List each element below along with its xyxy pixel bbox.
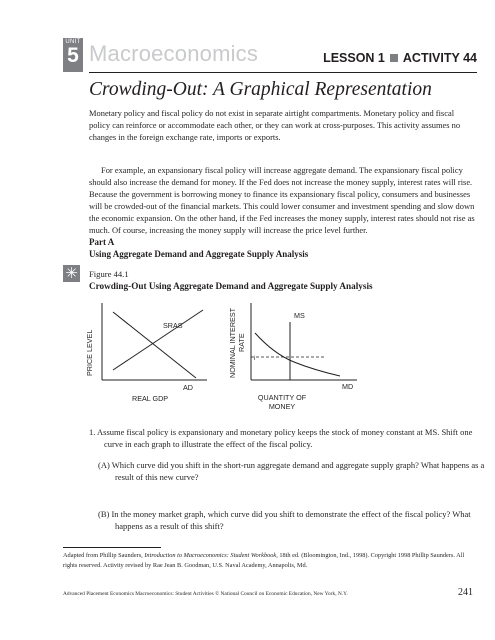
sras-label: SRAS <box>163 321 183 330</box>
quantity-money-axis-label-2: MONEY <box>268 402 296 411</box>
part-a-title: Part A <box>89 237 115 247</box>
interest-rate-axis-label-1: NOMINAL INTEREST <box>228 307 237 378</box>
interest-rate-symbol: i <box>254 355 256 362</box>
ad-label: AD <box>183 383 193 392</box>
subject-title: Macroeconomics <box>89 41 259 66</box>
figure-title: Crowding-Out Using Aggregate Demand and Aggregate Supply Analysis <box>89 281 373 291</box>
lesson-label: LESSON 1 <box>323 51 385 65</box>
footnote-rule <box>63 547 161 548</box>
md-curve <box>255 333 340 376</box>
price-level-axis-label: PRICE LEVEL <box>85 329 94 376</box>
question-1a: (A) Which curve did you shift in the short-run aggregate demand and aggregate supply graph? What happens as a result of this new curve? <box>98 460 485 482</box>
md-label: MD <box>342 382 354 391</box>
page-title: Crowding-Out: A Graphical Representation <box>89 79 432 100</box>
question-1: 1. Assume fiscal policy is expansionary and monetary policy keeps the stock of money constant at MS. Shift one curve in each graph to illustrate the effect of the fiscal policy. <box>89 427 473 449</box>
sras-curve <box>113 310 203 370</box>
header-rule <box>89 72 477 73</box>
real-gdp-axis-label: REAL GDP <box>132 394 169 403</box>
part-a-subtitle: Using Aggregate Demand and Aggregate Supply Analysis <box>89 249 309 259</box>
page-footer: Advanced Placement Economics Macroeconomics: Student Activities © National Council on Economic Education, New York, N.Y. <box>63 591 348 597</box>
ad-as-graph <box>80 300 230 410</box>
part-a-heading <box>89 236 308 260</box>
intro-paragraph: Monetary policy and fiscal policy do not exist in separate airtight compartments. Monetary policy and fiscal policy can reinforce or accommodate each other, or they can work at cross-purposes. This activity assumes no changes in the foreign exchange rate, imports or exports. <box>89 108 461 142</box>
lesson-activity <box>323 51 477 65</box>
example-paragraph: For example, an expansionary fiscal policy will increase aggregate demand. The expansionary fiscal policy should also increase the demand for money. If the Fed does not increase the money supply, interest rates will rise. Because the government is borrowing money to finance its expansionary fiscal policy, consumers and businesses will be crowded-out of the financial markets. This could lower consumer and investment spending and slow down the economic expansion. On the other hand, if the Fed increases the money supply, interest rates should not rise as much. Of course, increasing the money supply will increase the price level further. <box>89 165 475 235</box>
unit-label: UNIT <box>65 39 81 45</box>
ms-label: MS <box>294 311 305 320</box>
footnote-book-title: Introduction to Macroeconomics: Student Workbook <box>144 552 277 559</box>
footnote-suffix: , 18th ed. (Bloomington, Ind., 1998). Copyright 1998 Phillip Saunders. All rights reserved. Activity revised by Rae Jean B. Goodman, U.S. Naval Academy, Annapolis, Md. <box>63 552 465 569</box>
money-market-graph <box>224 300 374 412</box>
page-number: 241 <box>458 587 473 598</box>
activity-label: ACTIVITY 44 <box>402 51 477 65</box>
unit-number: 5 <box>67 44 79 67</box>
interest-rate-axis-label-2: RATE <box>237 333 246 352</box>
quantity-money-axis-label-1: QUANTITY OF <box>257 393 307 402</box>
square-bullet-icon <box>390 54 398 62</box>
figure-number: Figure 44.1 <box>89 269 129 279</box>
question-1b: (B) In the money market graph, which curve did you shift to demonstrate the effect of the fiscal policy? What happens as a result of this shift? <box>98 509 471 531</box>
ad-curve <box>113 312 196 378</box>
asterisk-icon: ✳ <box>63 265 80 282</box>
footnote-prefix: Adapted from Phillip Saunders, <box>63 552 145 559</box>
footnote <box>63 551 473 570</box>
